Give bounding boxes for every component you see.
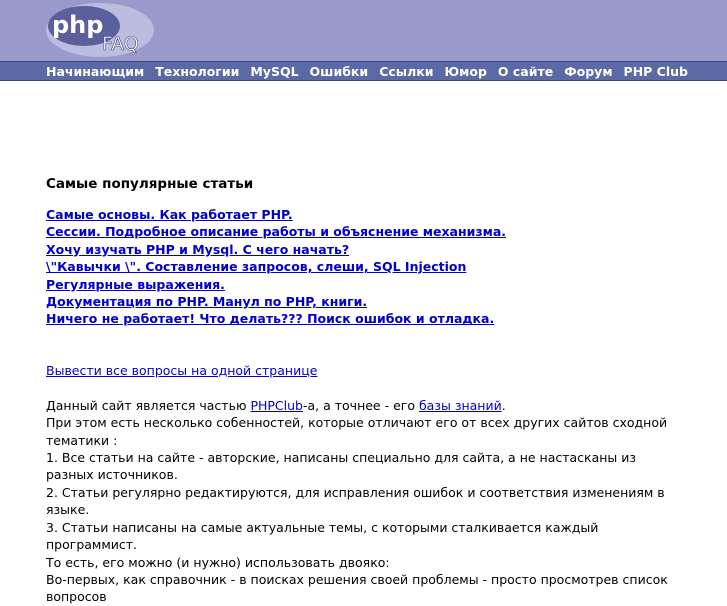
nav-item-mysql[interactable]: MySQL	[250, 63, 299, 79]
about-line-2: При этом есть несколько собенностей, которые отличают его от всех других сайтов сходной тематики :	[46, 415, 668, 448]
article-link-regex[interactable]: Регулярные выражения.	[46, 276, 225, 292]
main-content	[46, 176, 686, 606]
nav-item-technologies[interactable]: Технологии	[155, 63, 240, 79]
about-section	[46, 397, 686, 606]
popular-heading: Самые популярные статьи	[46, 176, 254, 192]
article-link-sessions[interactable]: Сессии. Подробное описание работы и объяснение механизма.	[46, 224, 507, 240]
all-questions-link[interactable]: Вывести все вопросы на одной странице	[46, 362, 318, 378]
about-line-3: 1. Все статьи на сайте - авторские, написаны специально для сайта, а не настасканы из разных источников.	[46, 450, 637, 483]
phpfaq-logo[interactable]	[44, 0, 156, 61]
nav-item-errors[interactable]: Ошибки	[309, 63, 369, 79]
site-header	[0, 0, 727, 61]
about-line-4: 2. Статьи регулярно редактируются, для исправления ошибок и соответствия изменениям в языке.	[46, 484, 665, 518]
nav-item-links[interactable]: Ссылки	[379, 63, 434, 79]
article-link-docs[interactable]: Документация по PHP. Манул по PHP, книги.	[46, 294, 368, 310]
main-nav	[0, 61, 727, 81]
popular-articles-list	[46, 206, 686, 328]
nav-item-phpclub[interactable]: PHP Club	[623, 63, 688, 79]
article-link-debugging[interactable]: Ничего не работает! Что делать??? Поиск ошибок и отладка.	[46, 311, 495, 327]
nav-item-beginners[interactable]: Начинающим	[46, 63, 145, 79]
knowledge-base-link[interactable]: базы знаний	[418, 397, 502, 413]
article-link-basics[interactable]: Самые основы. Как работает PHP.	[46, 207, 293, 222]
nav-item-humor[interactable]: Юмор	[444, 63, 487, 79]
about-line-7: Во-первых, как справочник - в поисках решения своей проблемы - просто просмотрев список вопросов	[46, 571, 668, 605]
article-link-quotes[interactable]: \"Кавычки \". Составление запросов, слеши, SQL Injection	[46, 259, 467, 275]
svg-text:php: php	[52, 11, 104, 39]
svg-text:FAQ: FAQ	[102, 33, 139, 55]
about-line-6: То есть, его можно (и нужно) использовать двояко:	[46, 554, 390, 570]
phpclub-link[interactable]: PHPClub	[250, 397, 303, 413]
article-link-learn-php-mysql[interactable]: Хочу изучать PHP и Mysql. С чего начать?	[46, 241, 350, 257]
nav-item-about[interactable]: О сайте	[497, 63, 554, 79]
about-line-5: 3. Статьи написаны на самые актуальные темы, с которыми сталкивается каждый программист.	[46, 519, 599, 553]
nav-item-forum[interactable]: Форум	[564, 63, 613, 79]
about-line-1: Данный сайт является частью PHPClub-а, а точнее - его базы знаний.	[46, 397, 506, 413]
